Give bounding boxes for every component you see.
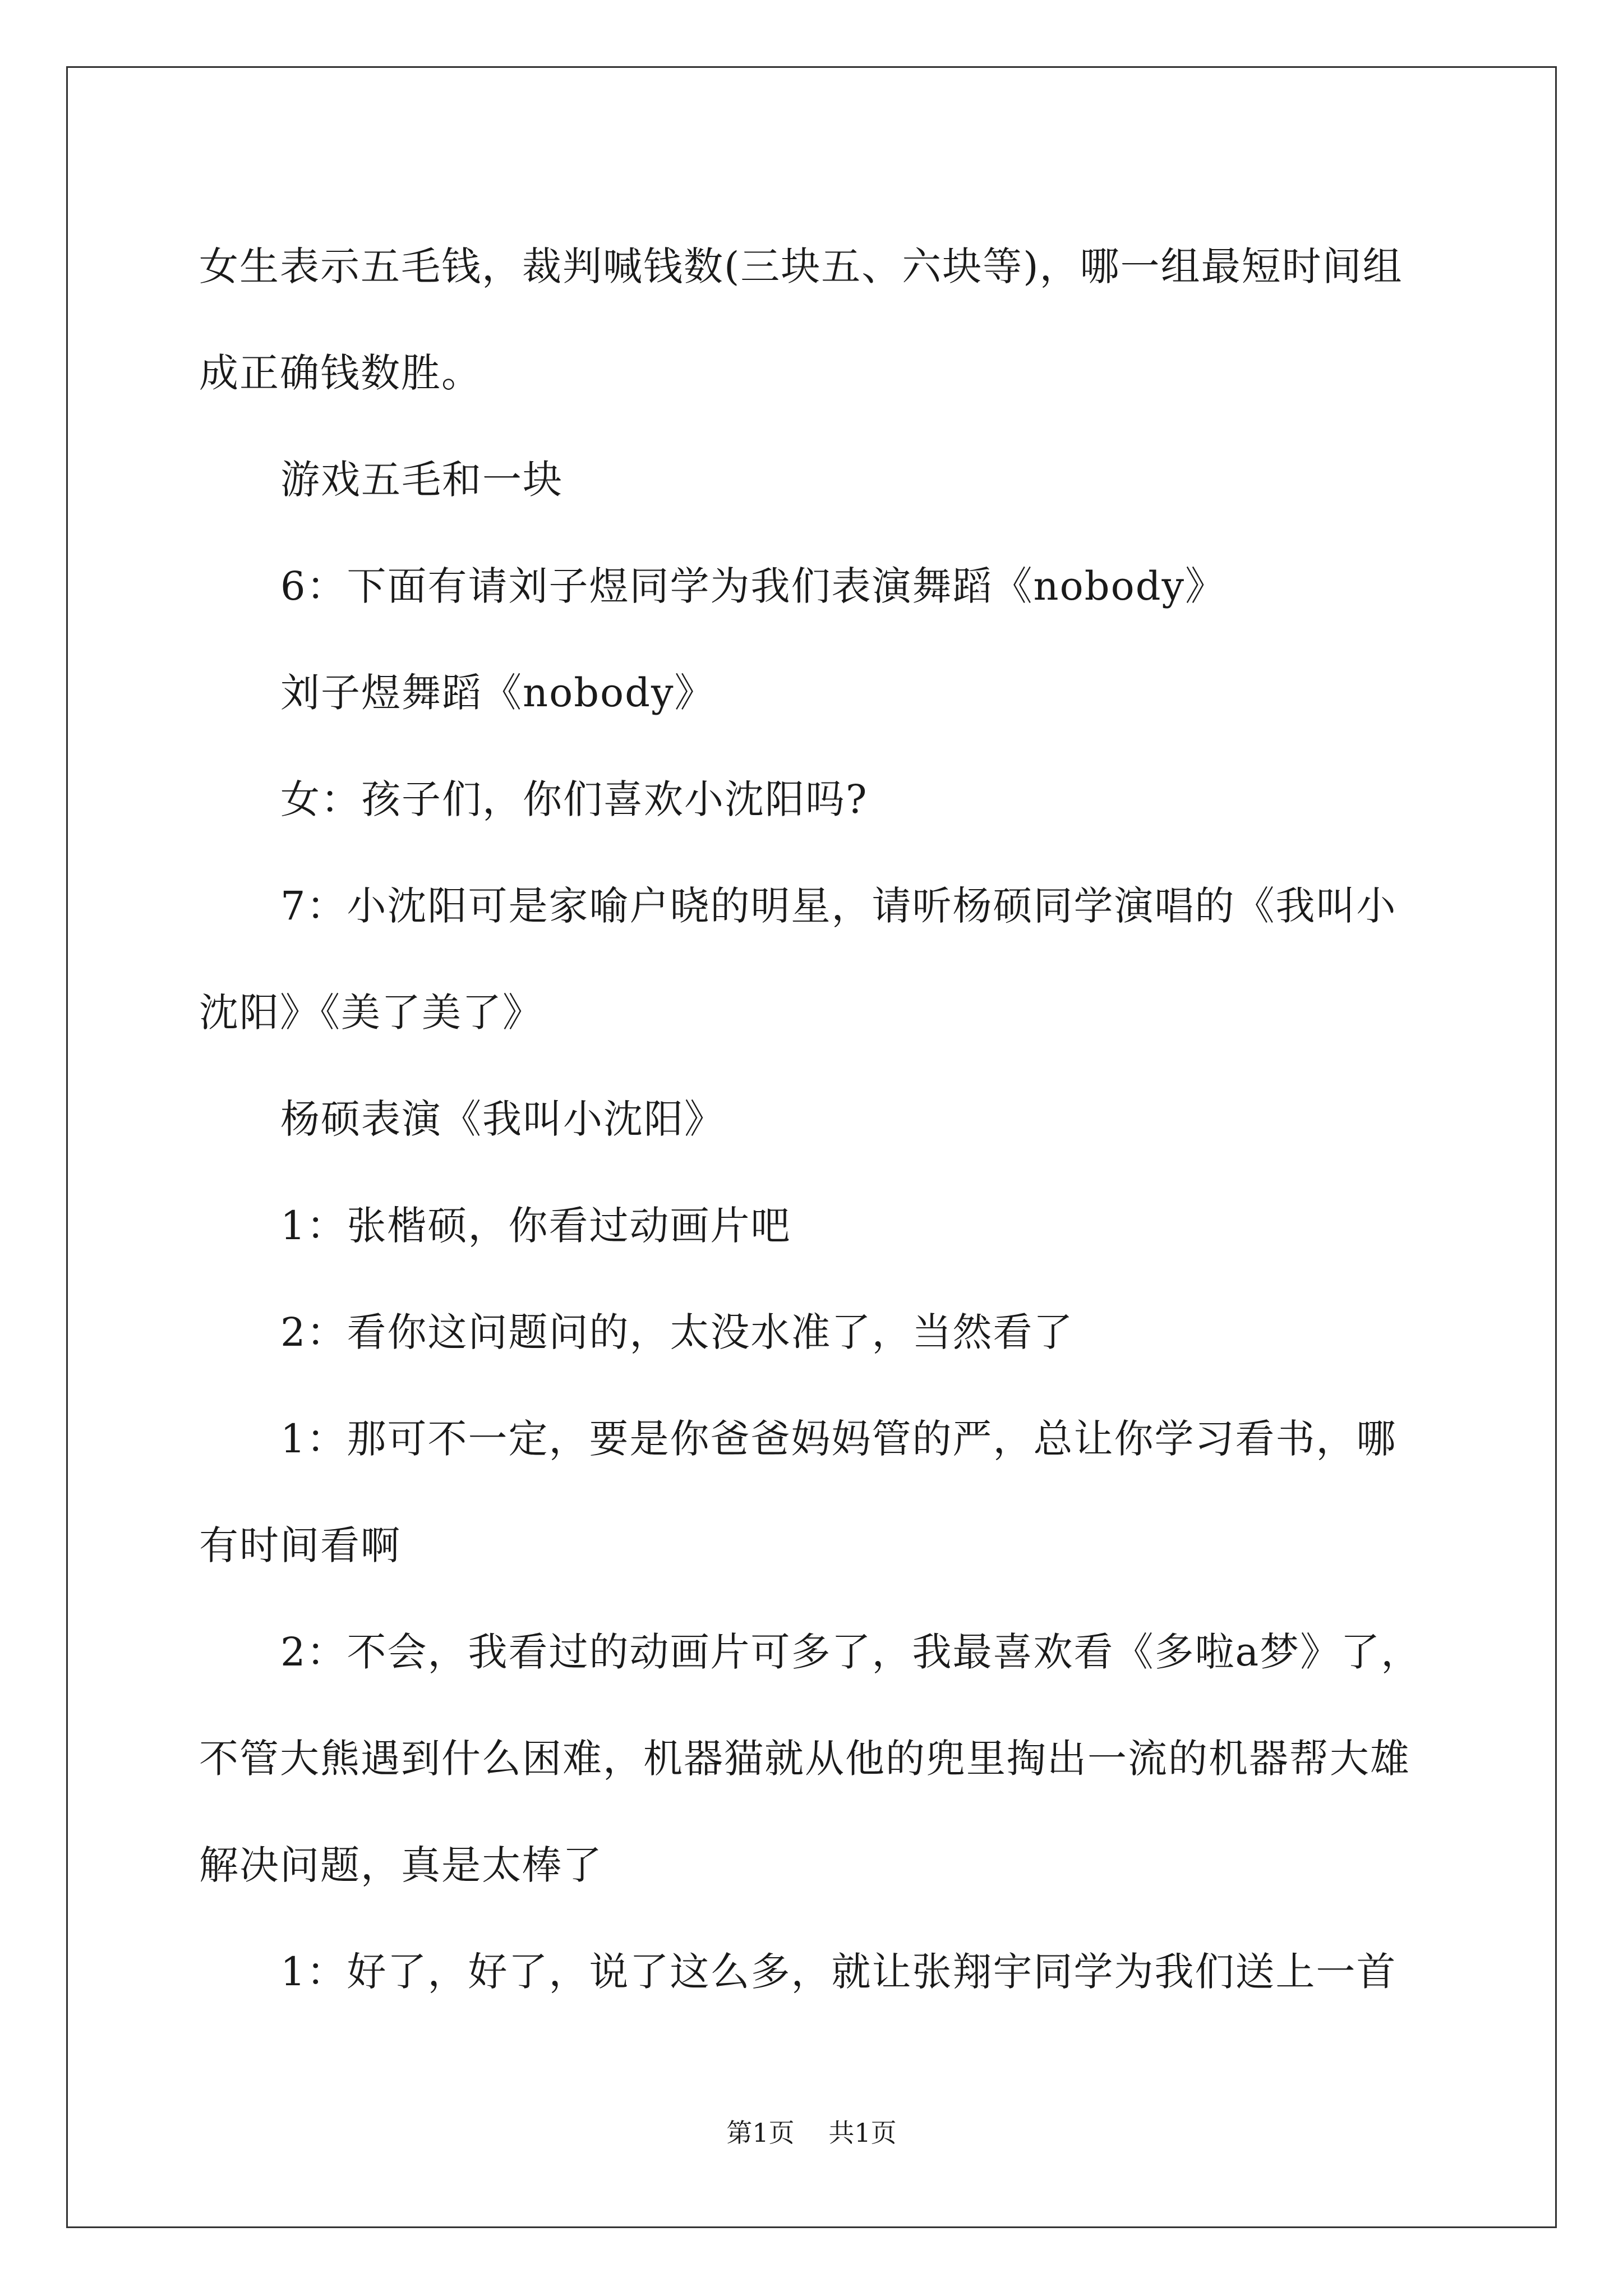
paragraph-9: 1：那可不一定，要是你爸爸妈妈管的严，总让你学习看书，哪有时间看啊 bbox=[199, 1416, 1397, 1568]
paragraph-11: 1：好了，好了，说了这么多，就让张翔宇同学为我们送上一首 bbox=[280, 1949, 1397, 1995]
paragraph-5: 7：小沈阳可是家喻户晓的明星，请听杨硕同学演唱的《我叫小沈阳》《美了美了》 bbox=[199, 883, 1397, 1036]
paragraph-8: 2：看你这问题问的，太没水准了，当然看了 bbox=[280, 1309, 1074, 1355]
page-footer bbox=[0, 2116, 1623, 2150]
paragraph-6: 杨硕表演《我叫小沈阳》 bbox=[280, 1096, 725, 1142]
paragraph-1: 游戏五毛和一块 bbox=[280, 457, 563, 503]
paragraph-10: 2：不会，我看过的动画片可多了，我最喜欢看《多啦a梦》了，不管大熊遇到什么困难，机器猫就从他的兜里掏出一流的机器帮大雄解决问题，真是太棒了 bbox=[199, 1629, 1422, 1888]
paragraph-4: 女：孩子们，你们喜欢小沈阳吗? bbox=[280, 776, 868, 822]
paragraph-2: 6：下面有请刘子煜同学为我们表演舞蹈《nobody》 bbox=[280, 563, 1226, 609]
paragraph-7: 1：张楷硕，你看过动画片吧 bbox=[280, 1203, 791, 1249]
paragraph-0: 女生表示五毛钱，裁判喊钱数(三块五、六块等)，哪一组最短时间组成正确钱数胜。 bbox=[199, 243, 1403, 396]
paragraph-3: 刘子煜舞蹈《nobody》 bbox=[280, 670, 715, 716]
document-body bbox=[199, 213, 1433, 2025]
page-number-total: 共1页 bbox=[828, 2118, 897, 2148]
page-number-current: 第1页 bbox=[726, 2118, 795, 2148]
